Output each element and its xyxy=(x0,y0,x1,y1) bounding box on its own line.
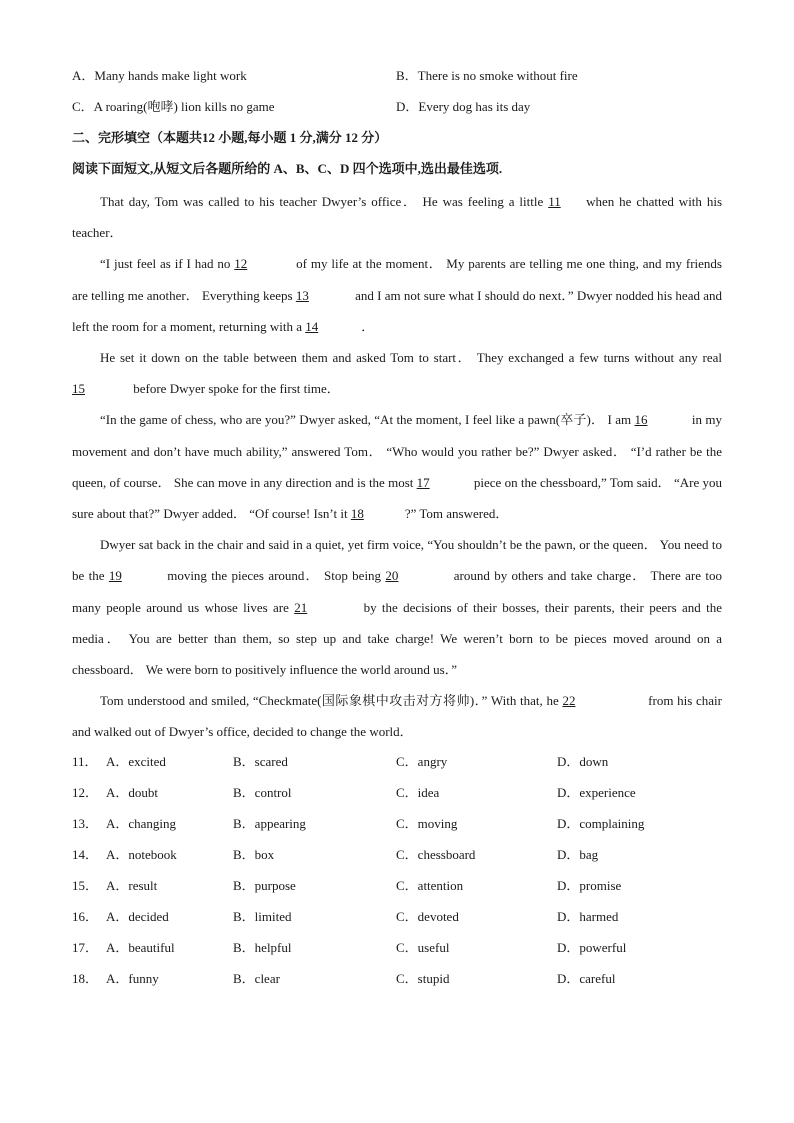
blank-13: 13 xyxy=(295,287,309,303)
blank-16: 16 xyxy=(634,412,648,428)
passage-paragraph-2: “I just feel as if I had no 12 of my life at the moment． My parents are telling me one thing, and my friends are telling me another． Everything keeps 13 and I am not sure what I should do next．” Dwyer nodded his head and left the room for a moment, returning with a 14 ． xyxy=(72,248,722,342)
option-b: B．box xyxy=(233,846,275,862)
option-c: C．idea xyxy=(396,784,440,800)
option-row xyxy=(72,810,722,841)
option-c: C．moving xyxy=(396,815,458,831)
question-number: 13． xyxy=(72,815,99,831)
blank-14: 14 xyxy=(305,318,319,334)
exam-page xyxy=(72,62,722,996)
blank-12: 12 xyxy=(234,256,248,272)
passage-paragraph-6: Tom understood and smiled, “Checkmate(国际象棋中攻击对方将帅)．” With that, he 22 from his chair and walked out of Dwyer’s office, decided to change the world． xyxy=(72,685,722,747)
passage-paragraph-5: Dwyer sat back in the chair and said in a quiet, yet firm voice, “You shouldn’t be the pawn, or the queen． You need to be the 19 moving the pieces around． Stop being 20 around by others and take charge． There are too many people around us whose lives are 21 by the decisions of their bosses, their parents, their peers and the media． You are better than them, so step up and take charge! We weren’t born to be pieces moved around on a chessboard． We were born to positively influence the world around us．” xyxy=(72,537,722,678)
option-c: C．devoted xyxy=(396,908,459,924)
option-d: D．experience xyxy=(557,784,636,800)
blank-21: 21 xyxy=(294,599,308,615)
option-row xyxy=(72,748,722,779)
prev-option-a: A．Many hands make light work xyxy=(72,68,247,83)
option-row xyxy=(72,872,722,903)
blank-22: 22 xyxy=(562,693,576,709)
option-b: B．appearing xyxy=(233,815,306,831)
prev-option-d: D．Every dog has its day xyxy=(396,99,531,114)
question-number: 12． xyxy=(72,784,99,800)
option-d: D．careful xyxy=(557,970,616,986)
option-c: C．stupid xyxy=(396,970,450,986)
option-b: B．scared xyxy=(233,753,288,769)
option-d: D．complaining xyxy=(557,815,645,831)
question-number: 15． xyxy=(72,877,99,893)
question-number: 14． xyxy=(72,846,99,862)
question-number: 18． xyxy=(72,970,99,986)
prev-option-c: C．A roaring(咆哮) lion kills no game xyxy=(72,99,275,114)
option-d: D．harmed xyxy=(557,908,619,924)
blank-17: 17 xyxy=(416,474,430,490)
option-a: A．beautiful xyxy=(106,939,175,955)
option-row xyxy=(72,934,722,965)
passage-paragraph-1: That day, Tom was called to his teacher Dwyer’s office． He was feeling a little 11 when he chatted with his teacher． xyxy=(72,186,722,248)
section-title: 二、完形填空（本题共12 小题,每小题 1 分,满分 12 分） xyxy=(72,130,388,145)
option-a: A．doubt xyxy=(106,784,159,800)
blank-19: 19 xyxy=(108,568,122,584)
blank-11: 11 xyxy=(548,194,561,209)
option-row xyxy=(72,903,722,934)
answer-options xyxy=(72,748,722,996)
option-a: A．notebook xyxy=(106,846,177,862)
blank-18: 18 xyxy=(350,506,364,522)
passage-paragraph-3: He set it down on the table between them and asked Tom to start． They exchanged a few turns without any real 15 before Dwyer spoke for the first time． xyxy=(72,342,722,404)
option-d: D．promise xyxy=(557,877,622,893)
option-c: C．attention xyxy=(396,877,464,893)
option-b: B．purpose xyxy=(233,877,296,893)
blank-20: 20 xyxy=(385,568,399,584)
option-b: B．control xyxy=(233,784,292,800)
prev-option-b: B．There is no smoke without fire xyxy=(396,68,578,83)
option-d: D．powerful xyxy=(557,939,627,955)
option-row xyxy=(72,779,722,810)
option-b: B．clear xyxy=(233,970,280,986)
blank-15: 15 xyxy=(72,381,85,397)
option-c: C．useful xyxy=(396,939,450,955)
option-c: C．chessboard xyxy=(396,846,476,862)
option-row xyxy=(72,841,722,872)
question-number: 17． xyxy=(72,939,99,955)
prev-options-row xyxy=(72,93,722,124)
option-row xyxy=(72,965,722,996)
option-c: C．angry xyxy=(396,753,448,769)
option-a: A．changing xyxy=(106,815,177,831)
prev-options-row xyxy=(72,62,722,93)
option-d: D．down xyxy=(557,753,609,769)
option-b: B．limited xyxy=(233,908,292,924)
option-b: B．helpful xyxy=(233,939,292,955)
option-a: A．excited xyxy=(106,753,166,769)
section-instruction: 阅读下面短文,从短文后各题所给的 A、B、C、D 四个选项中,选出最佳选项. xyxy=(72,161,503,176)
option-a: A．funny xyxy=(106,970,159,986)
option-a: A．result xyxy=(106,877,158,893)
option-d: D．bag xyxy=(557,846,599,862)
question-number: 11． xyxy=(72,753,98,769)
option-a: A．decided xyxy=(106,908,169,924)
question-number: 16． xyxy=(72,908,99,924)
passage-paragraph-4: “In the game of chess, who are you?” Dwyer asked, “At the moment, I feel like a pawn(卒子)． I am 16 in my movement and don’t have much ability,” answered Tom． “Who would you rather be?” Dwyer asked． “I’d rather be the queen, of course． She can move in any direction and is the most 17 piece on the chessboard,” Tom said． “Are you sure about that?” Dwyer added． “Of course! Isn’t it 18 ?” Tom answered． xyxy=(72,404,722,529)
